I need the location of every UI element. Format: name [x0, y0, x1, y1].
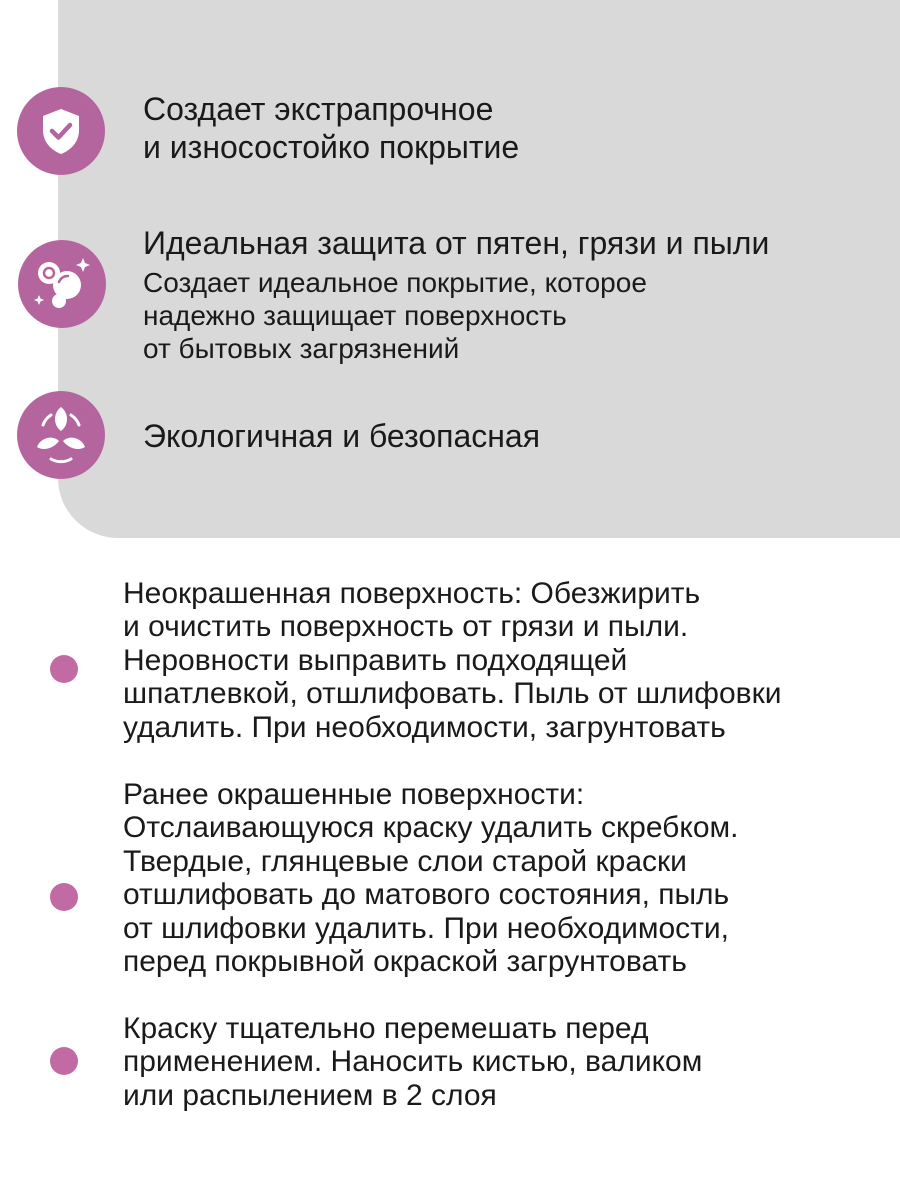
bullet-dot: [50, 655, 78, 683]
bubbles-sparkle-icon: [18, 240, 106, 328]
feature-title: Создает экстрапрочное и износостойко покрытие: [143, 91, 520, 165]
eco-leaves-icon: [17, 391, 105, 479]
feature-item-eco: [143, 417, 540, 455]
instruction-application: Краску тщательно перемешать перед применением. Наносить кистью, валиком или распылением в 2 слоя: [123, 1012, 703, 1112]
feature-title: Экологичная и безопасная: [143, 418, 541, 454]
feature-item-durable: [143, 90, 519, 166]
feature-title: Идеальная защита от пятен, грязи и пыли: [143, 225, 770, 261]
instruction-unpainted-surface: Неокрашенная поверхность: Обезжирить и очистить поверхность от грязи и пыли. Неровности выправить подходящей шпатлевкой, отшлифовать. Пыль от шлифовки удалить. При необходимости, загрунтовать: [123, 577, 782, 744]
feature-description: Создает идеальное покрытие, которое надежно защищает поверхность от бытовых загрязнений: [143, 267, 647, 364]
bullet-dot: [50, 1047, 78, 1075]
shield-check-icon: [17, 87, 105, 175]
feature-item-protection: [143, 224, 769, 365]
instruction-painted-surface: Ранее окрашенные поверхности: Отслаивающуюся краску удалить скребком. Твердые, глянцевые слои старой краски отшлифовать до матового состояния, пыль от шлифовки удалить. При необходимости, перед покрывной окраской загрунтовать: [123, 778, 739, 979]
bullet-dot: [50, 883, 78, 911]
